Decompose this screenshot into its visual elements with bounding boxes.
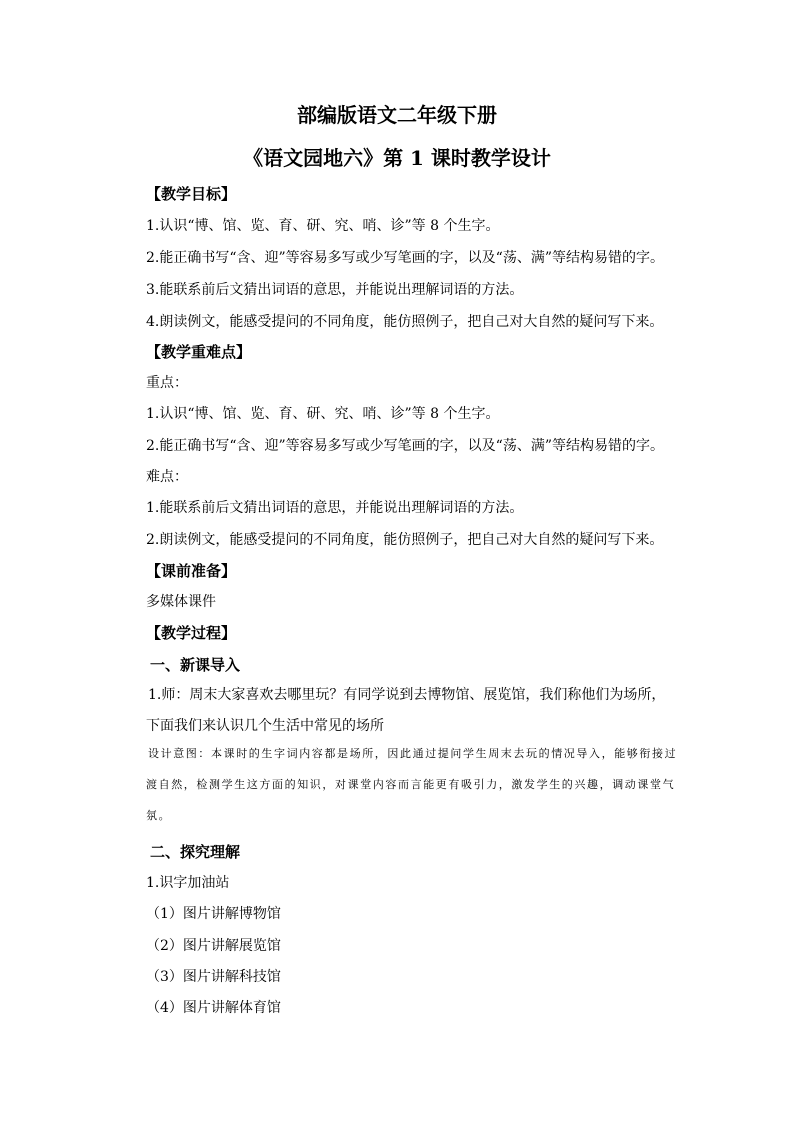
part2-list-item: （1）图片讲解博物馆 [146,906,281,922]
goal-item: 2.能正确书写“含、迎”等容易多写或少写笔画的字，以及“荡、满”等结构易错的字。 [146,250,664,266]
part2-list-item: （4）图片讲解体育馆 [146,1000,281,1016]
section-heading-process: 【教学过程】 [146,624,237,642]
part2-subheading: 1.识字加油站 [146,875,230,891]
goal-item: 4.朗读例文，能感受提问的不同角度，能仿照例子，把自己对大自然的疑问写下来。 [146,314,664,330]
section-heading-key-points: 【教学重难点】 [146,343,252,361]
difficulty-label: 难点： [146,469,188,485]
difficulty-item: 2.朗读例文，能感受提问的不同角度，能仿照例子，把自己对大自然的疑问写下来。 [146,532,664,548]
part1-heading: 一、新课导入 [150,656,241,674]
goal-item: 1.认识“博、馆、览、育、研、究、哨、诊”等 8 个生字。 [146,218,500,234]
key-point-item: 2.能正确书写“含、迎”等容易多写或少写笔画的字，以及“荡、满”等结构易错的字。 [146,438,664,454]
key-points-label: 重点： [146,375,188,391]
key-point-item: 1.认识“博、馆、览、育、研、究、哨、诊”等 8 个生字。 [146,406,500,422]
section-heading-goals: 【教学目标】 [146,185,237,203]
document-subtitle: 《语文园地六》第 1 课时教学设计 [243,146,551,170]
design-note: 设计意图：本课时的生字词内容都是场所，因此通过提问学生周末去玩的情况导入，能够衔接过渡自然，检测学生这方面的知识，对课堂内容而言能更有吸引力，激发学生的兴趣，调动课堂气氛。 [146,747,678,822]
part2-heading: 二、探究理解 [150,843,241,861]
document-title: 部编版语文二年级下册 [297,103,497,127]
goal-item: 3.能联系前后文猜出词语的意思，并能说出理解词语的方法。 [146,282,524,298]
part2-list-item: （3）图片讲解科技馆 [146,969,281,985]
part1-paragraph: 1.师：周末大家喜欢去哪里玩？有同学说到去博物馆、展览馆，我们称他们为场所，下面我们来认识几个生活中常见的场所 [146,687,666,734]
section-heading-preparation: 【课前准备】 [146,562,237,580]
difficulty-item: 1.能联系前后文猜出词语的意思，并能说出理解词语的方法。 [146,500,524,516]
part2-list-item: （2）图片讲解展览馆 [146,938,281,954]
preparation-text: 多媒体课件 [146,594,216,610]
